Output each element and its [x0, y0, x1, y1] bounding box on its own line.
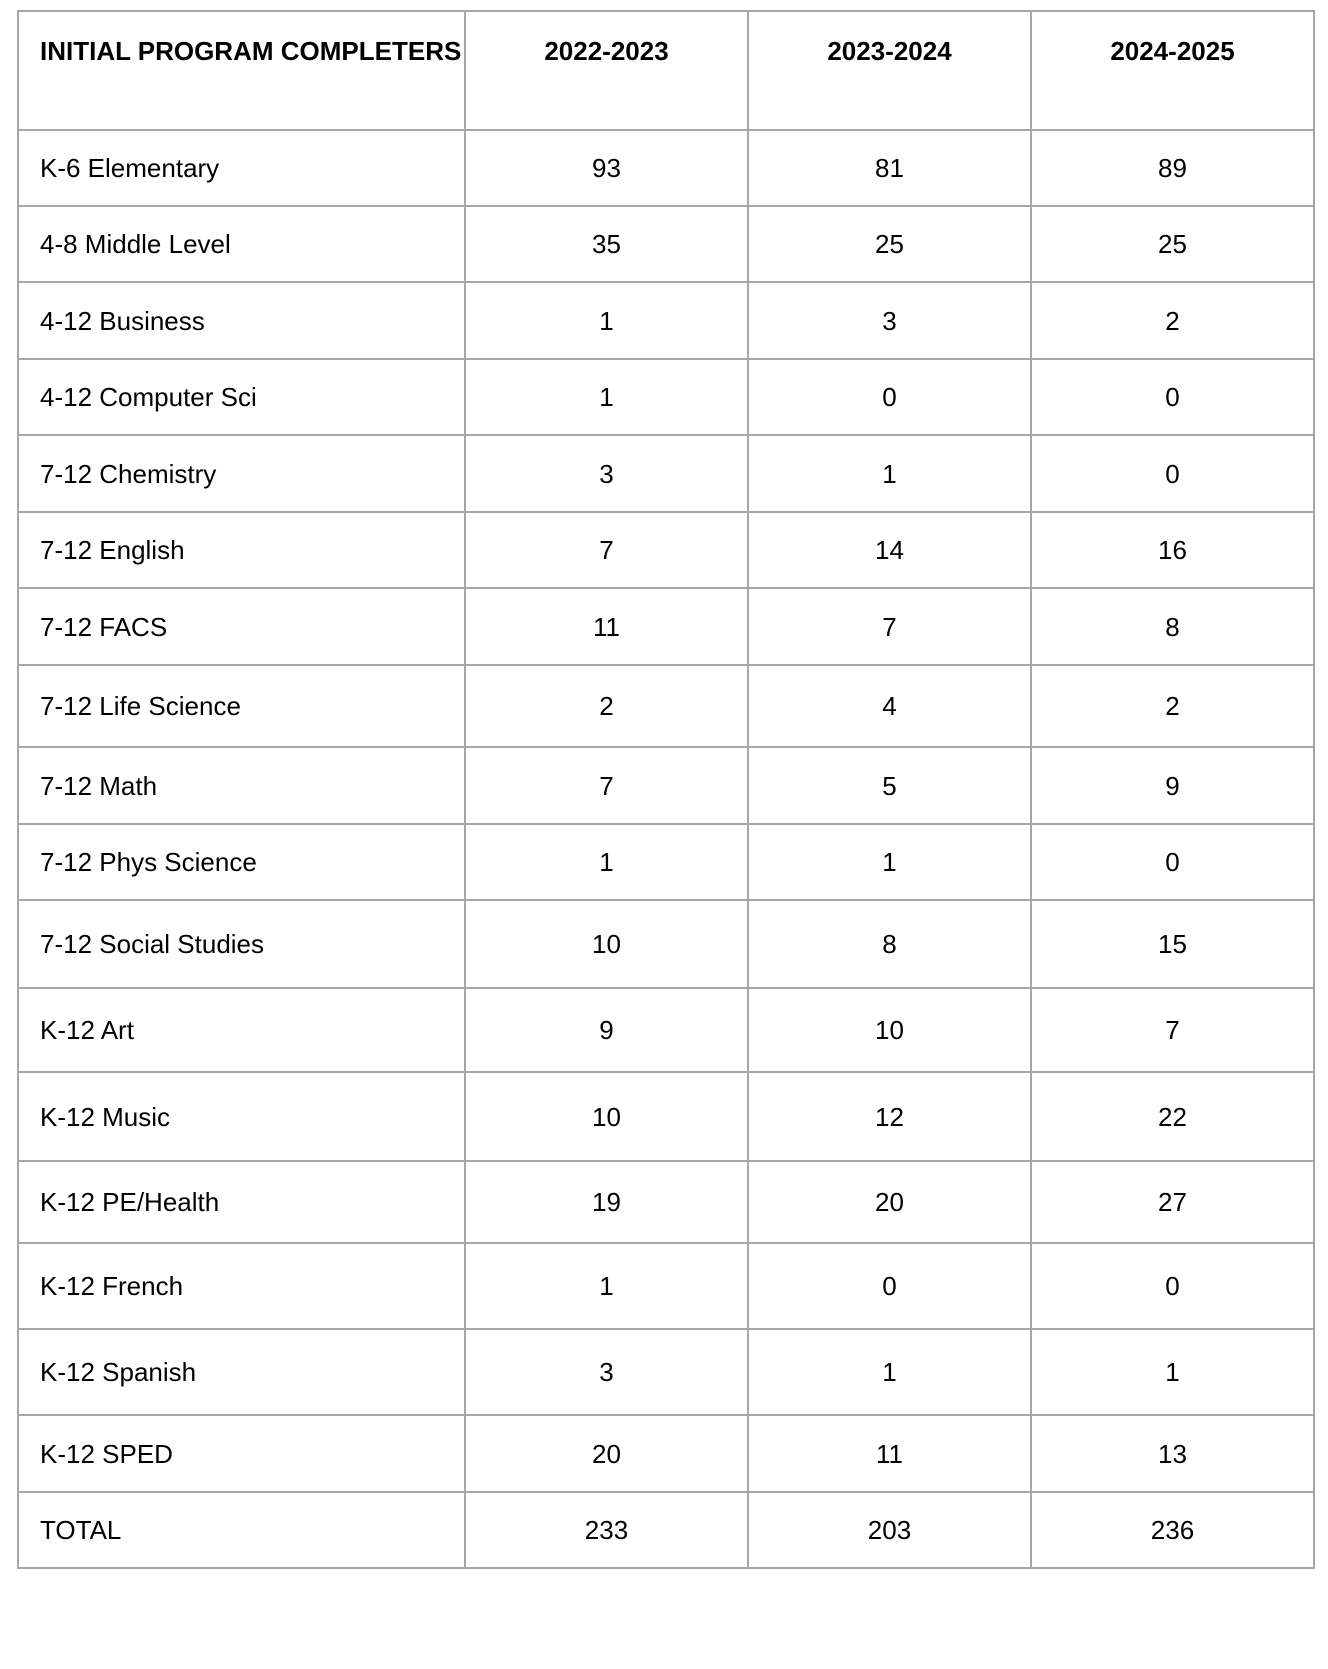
count-cell: 10 — [465, 1072, 748, 1161]
count-cell: 1 — [465, 824, 748, 900]
count-cell: 7 — [465, 512, 748, 588]
program-completers-table — [17, 10, 1315, 1569]
count-cell: 1 — [465, 1243, 748, 1329]
count-cell: 1 — [748, 435, 1031, 512]
count-cell: 10 — [465, 900, 748, 988]
count-cell: 7 — [465, 747, 748, 824]
table-header — [18, 11, 1314, 130]
table-row — [18, 1329, 1314, 1415]
program-name-cell: 7-12 Life Science — [18, 665, 465, 747]
table-row — [18, 824, 1314, 900]
count-cell: 7 — [748, 588, 1031, 665]
program-name-cell: K-12 SPED — [18, 1415, 465, 1492]
count-cell: 25 — [1031, 206, 1314, 282]
count-cell: 0 — [1031, 359, 1314, 435]
count-cell: 22 — [1031, 1072, 1314, 1161]
program-name-cell: K-12 French — [18, 1243, 465, 1329]
count-cell: 10 — [748, 988, 1031, 1072]
count-cell: 1 — [748, 824, 1031, 900]
count-cell: 81 — [748, 130, 1031, 206]
table-row — [18, 1072, 1314, 1161]
count-cell: 3 — [748, 282, 1031, 359]
table-row — [18, 435, 1314, 512]
table-row — [18, 988, 1314, 1072]
table-row — [18, 900, 1314, 988]
count-cell: 1 — [465, 282, 748, 359]
program-name-cell: 7-12 FACS — [18, 588, 465, 665]
count-cell: 9 — [465, 988, 748, 1072]
table-row — [18, 512, 1314, 588]
count-cell: 16 — [1031, 512, 1314, 588]
total-label-cell: TOTAL — [18, 1492, 465, 1568]
count-cell: 11 — [748, 1415, 1031, 1492]
table-row — [18, 282, 1314, 359]
count-cell: 0 — [748, 359, 1031, 435]
count-cell: 7 — [1031, 988, 1314, 1072]
total-row — [18, 1492, 1314, 1568]
count-cell: 19 — [465, 1161, 748, 1243]
count-cell: 27 — [1031, 1161, 1314, 1243]
table-row — [18, 747, 1314, 824]
count-cell: 3 — [465, 435, 748, 512]
count-cell: 2 — [465, 665, 748, 747]
count-cell: 8 — [748, 900, 1031, 988]
table-row — [18, 588, 1314, 665]
table-row — [18, 1161, 1314, 1243]
program-name-cell: 4-12 Computer Sci — [18, 359, 465, 435]
header-row — [18, 11, 1314, 130]
total-count-cell: 236 — [1031, 1492, 1314, 1568]
count-cell: 11 — [465, 588, 748, 665]
table-body — [18, 130, 1314, 1568]
count-cell: 4 — [748, 665, 1031, 747]
table-row — [18, 206, 1314, 282]
count-cell: 13 — [1031, 1415, 1314, 1492]
program-name-cell: 4-12 Business — [18, 282, 465, 359]
total-count-cell: 233 — [465, 1492, 748, 1568]
year-column-header: 2023-2024 — [748, 11, 1031, 130]
program-name-cell: K-12 Spanish — [18, 1329, 465, 1415]
program-name-cell: K-12 Art — [18, 988, 465, 1072]
count-cell: 8 — [1031, 588, 1314, 665]
program-name-cell: 4-8 Middle Level — [18, 206, 465, 282]
count-cell: 3 — [465, 1329, 748, 1415]
count-cell: 1 — [1031, 1329, 1314, 1415]
table-row — [18, 359, 1314, 435]
count-cell: 2 — [1031, 665, 1314, 747]
table-row — [18, 130, 1314, 206]
table-row — [18, 1415, 1314, 1492]
count-cell: 0 — [748, 1243, 1031, 1329]
program-name-cell: 7-12 Math — [18, 747, 465, 824]
count-cell: 1 — [748, 1329, 1031, 1415]
count-cell: 9 — [1031, 747, 1314, 824]
count-cell: 0 — [1031, 824, 1314, 900]
count-cell: 25 — [748, 206, 1031, 282]
count-cell: 0 — [1031, 1243, 1314, 1329]
year-column-header: 2024-2025 — [1031, 11, 1314, 130]
program-name-cell: K-12 PE/Health — [18, 1161, 465, 1243]
count-cell: 15 — [1031, 900, 1314, 988]
year-column-header: 2022-2023 — [465, 11, 748, 130]
program-name-cell: K-12 Music — [18, 1072, 465, 1161]
count-cell: 89 — [1031, 130, 1314, 206]
count-cell: 5 — [748, 747, 1031, 824]
count-cell: 20 — [465, 1415, 748, 1492]
program-name-cell: K-6 Elementary — [18, 130, 465, 206]
program-name-cell: 7-12 English — [18, 512, 465, 588]
program-column-header: INITIAL PROGRAM COMPLETERS — [18, 11, 465, 130]
count-cell: 0 — [1031, 435, 1314, 512]
table-row — [18, 665, 1314, 747]
count-cell: 12 — [748, 1072, 1031, 1161]
count-cell: 20 — [748, 1161, 1031, 1243]
program-name-cell: 7-12 Social Studies — [18, 900, 465, 988]
program-name-cell: 7-12 Chemistry — [18, 435, 465, 512]
table-row — [18, 1243, 1314, 1329]
count-cell: 93 — [465, 130, 748, 206]
count-cell: 1 — [465, 359, 748, 435]
count-cell: 35 — [465, 206, 748, 282]
program-name-cell: 7-12 Phys Science — [18, 824, 465, 900]
count-cell: 2 — [1031, 282, 1314, 359]
total-count-cell: 203 — [748, 1492, 1031, 1568]
count-cell: 14 — [748, 512, 1031, 588]
